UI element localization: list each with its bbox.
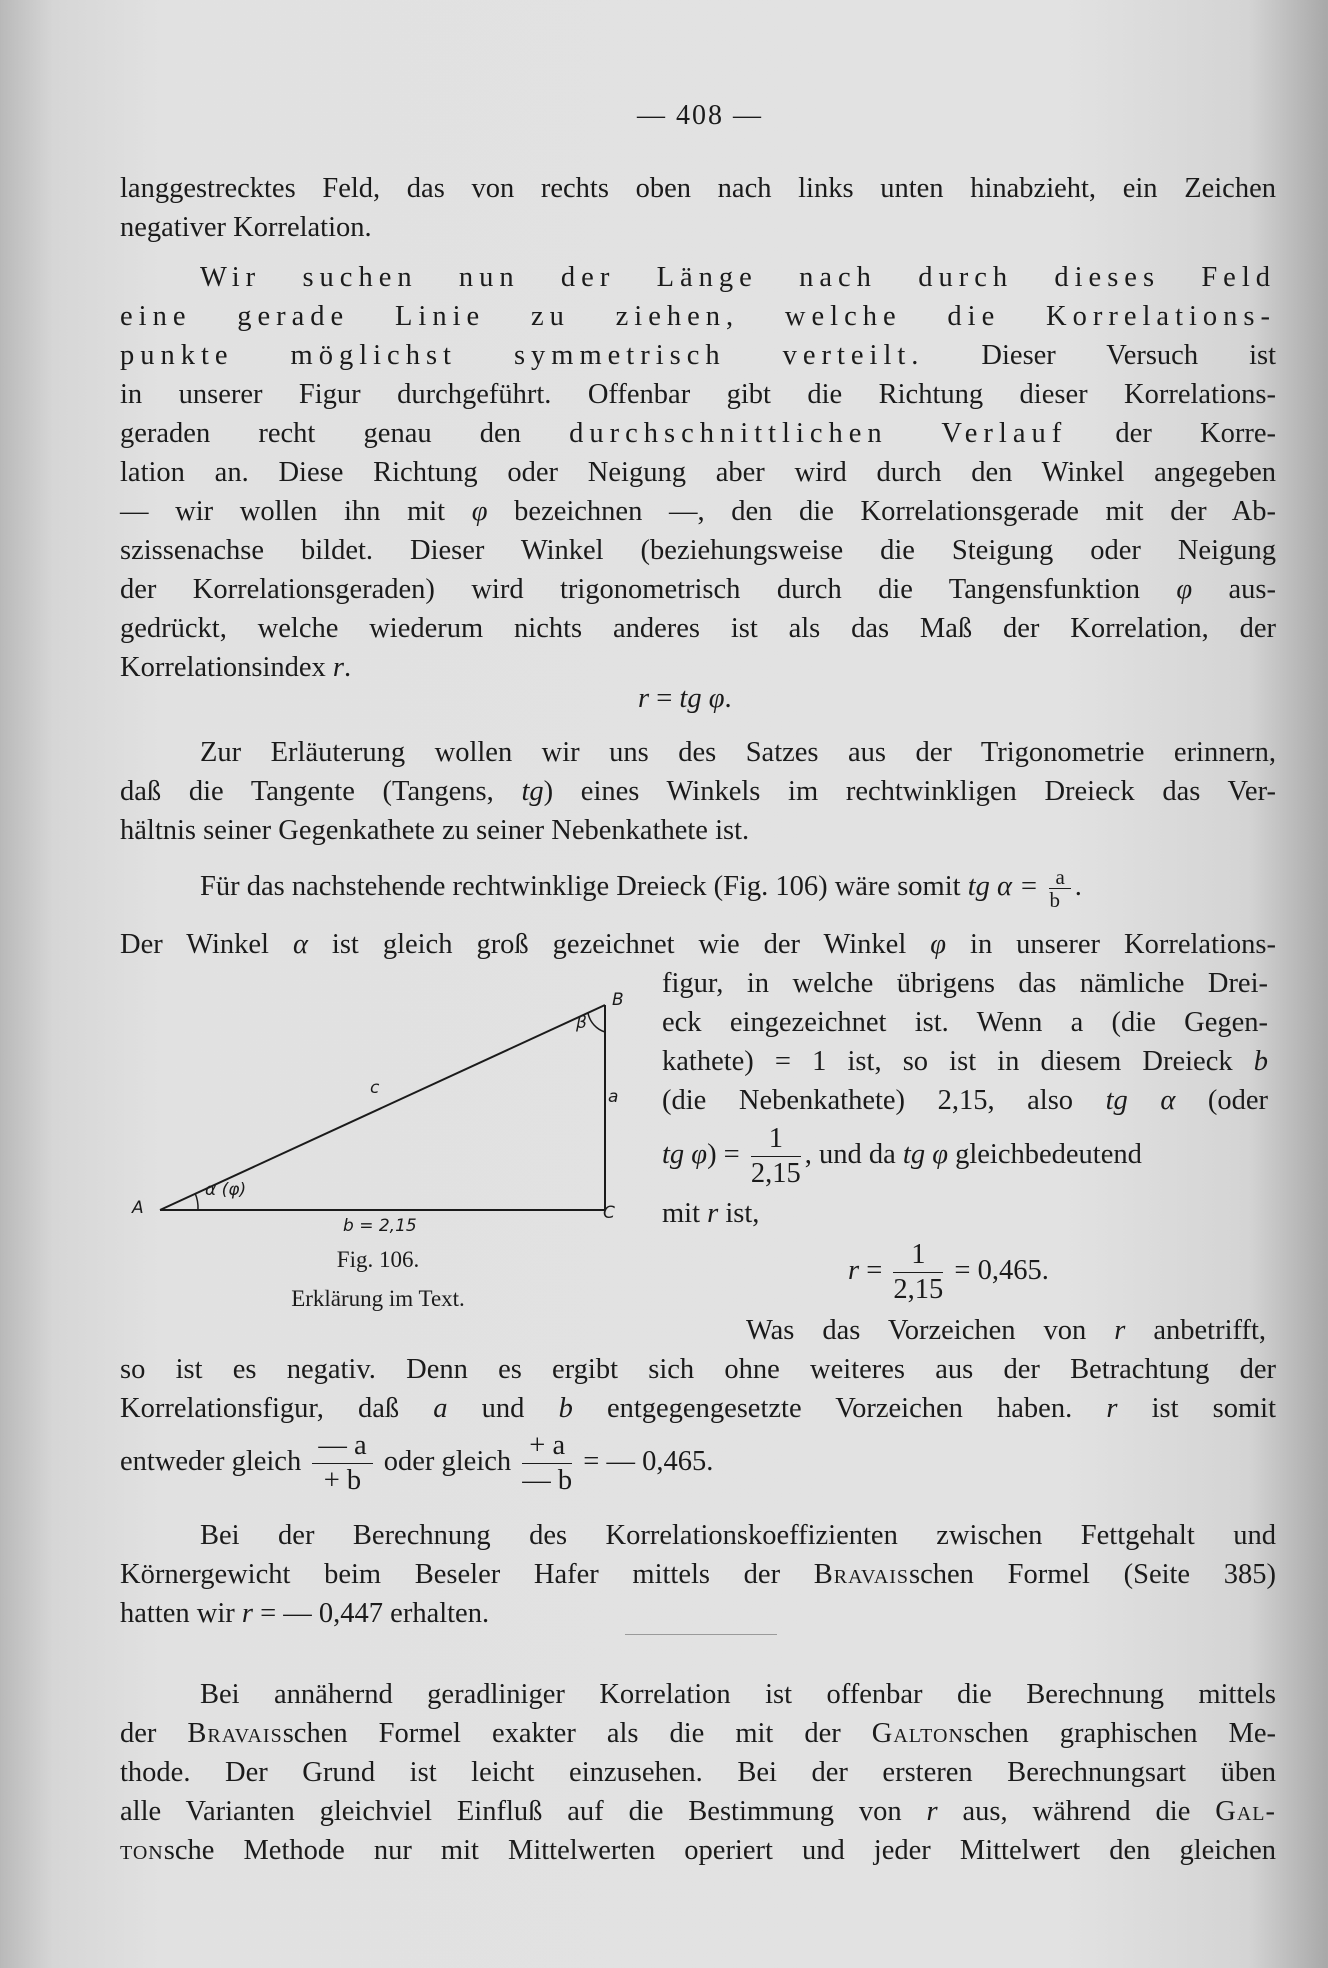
right-column-last-line bbox=[662, 1198, 759, 1230]
text-line bbox=[120, 1792, 1276, 1831]
text-line: negativer Korrelation. bbox=[120, 212, 372, 243]
text-span: Was das Vorzeichen von bbox=[746, 1315, 1115, 1346]
spaced-text: durchschnittlichen Verlauf bbox=[569, 418, 1068, 449]
text-line: figur, in welche übrigens das nämliche Drei- bbox=[662, 968, 1268, 999]
numerator: 1 bbox=[893, 1238, 943, 1273]
text-span: in unserer Korrelations- bbox=[946, 929, 1276, 960]
text-span: Der Winkel bbox=[120, 929, 293, 960]
symbol: b bbox=[558, 1393, 573, 1424]
text-line: thode. Der Grund ist leicht einzusehen. Bei der ersteren Berechnungsart üben bbox=[120, 1757, 1276, 1788]
figure-caption-text: Erklärung im Text. bbox=[291, 1286, 465, 1311]
text-line bbox=[120, 772, 1276, 811]
section-divider bbox=[625, 1634, 777, 1635]
text-line: eck eingezeichnet ist. Wenn a (die Gegen- bbox=[662, 1007, 1268, 1038]
label-beta: β bbox=[576, 1013, 587, 1033]
text-span: bezeichnen —, den die Korrelationsgerade mit der Ab- bbox=[487, 496, 1277, 527]
symbol: r bbox=[332, 652, 344, 683]
text-span: (die Nebenkathete) 2,15, also bbox=[662, 1085, 1106, 1116]
fraction-1-over-2-15 bbox=[893, 1238, 943, 1307]
text-span: ist gleich groß gezeichnet wie der Winkel bbox=[307, 929, 931, 960]
text-span: . bbox=[1074, 871, 1082, 903]
symbol: a bbox=[433, 1393, 448, 1424]
symbol: r bbox=[1114, 1315, 1126, 1346]
label-alpha-phi: α (φ) bbox=[205, 1180, 247, 1200]
text-line bbox=[120, 570, 1276, 609]
text-line bbox=[120, 1831, 1276, 1870]
label-c: c bbox=[370, 1078, 380, 1098]
symbol: α bbox=[292, 929, 308, 960]
text-span: . bbox=[344, 652, 352, 683]
text-span: sche Methode nur mit Mittelwerten operiert und jeder Mittelwert den gleichen bbox=[163, 1835, 1276, 1866]
text-span: Körnergewicht beim Beseler Hafer mittels der bbox=[120, 1559, 814, 1590]
formula-text: ) = bbox=[707, 1139, 747, 1171]
symbol: r bbox=[241, 1598, 253, 1629]
small-caps-name: Gal- bbox=[1215, 1796, 1276, 1827]
angle-beta-arc bbox=[588, 1013, 605, 1032]
symbol: φ bbox=[471, 496, 488, 527]
formula-text: = 0,465. bbox=[947, 1255, 1049, 1287]
paragraph-6 bbox=[120, 1516, 1276, 1633]
paragraph-5-start bbox=[746, 1311, 1266, 1350]
text-line: so ist es negativ. Denn es ergibt sich ohne weiteres aus der Betrachtung der bbox=[120, 1354, 1276, 1385]
formula-r-tg-phi bbox=[638, 683, 732, 715]
text-span: der bbox=[120, 1718, 188, 1749]
small-caps-name: ton bbox=[120, 1835, 164, 1866]
formula-text: = bbox=[649, 683, 680, 714]
text-span: ) eines Winkels im rechtwinkligen Dreieck das Ver- bbox=[543, 776, 1276, 807]
text-span: gleichbedeutend bbox=[947, 1139, 1142, 1171]
spaced-text: punkte möglichst symmetrisch verteilt. bbox=[120, 340, 982, 371]
formula-sign bbox=[120, 1429, 713, 1498]
formula-text: tg α = bbox=[967, 871, 1046, 903]
figure-caption-number: Fig. 106. bbox=[336, 1247, 420, 1272]
text-line: eine gerade Linie zu ziehen, welche die Korrelations- bbox=[120, 301, 1276, 332]
text-span: der Korrelationsgeraden) wird trigonometrisch durch die Tangensfunktion bbox=[120, 574, 1177, 605]
text-line bbox=[120, 492, 1276, 531]
formula-text: . bbox=[724, 683, 732, 714]
text-line bbox=[120, 414, 1276, 453]
symbol: tg bbox=[521, 776, 544, 807]
text-line bbox=[662, 1042, 1268, 1081]
denominator: + b bbox=[323, 1465, 362, 1496]
text-line: szissenachse bildet. Dieser Winkel (beziehungsweise die Steigung oder Neigung bbox=[120, 535, 1276, 566]
label-a: a bbox=[608, 1087, 619, 1107]
text-span: geraden recht genau den bbox=[120, 418, 570, 449]
text-span: Für das nachstehende rechtwinklige Dreieck (Fig. 106) wäre somit bbox=[200, 871, 968, 903]
symbol: φ bbox=[1176, 574, 1193, 605]
text-span: ist somit bbox=[1117, 1393, 1276, 1424]
label-B: B bbox=[612, 990, 624, 1010]
small-caps-name: Galton bbox=[871, 1718, 964, 1749]
text-span: Korrelationsindex bbox=[120, 652, 333, 683]
text-line bbox=[120, 336, 1276, 375]
numerator: a bbox=[1049, 866, 1070, 889]
text-span: anbetrifft, bbox=[1125, 1315, 1266, 1346]
paragraph-7 bbox=[120, 1675, 1276, 1870]
text-line bbox=[120, 925, 1276, 964]
text-span: schen Formel exakter als die mit der bbox=[282, 1718, 872, 1749]
denominator: — b bbox=[522, 1465, 573, 1496]
text-line bbox=[120, 1594, 1276, 1633]
formula-text: tg φ bbox=[679, 683, 725, 714]
text-span: Korrelationsfigur, daß bbox=[120, 1393, 434, 1424]
triangle-figure bbox=[120, 970, 640, 1250]
text-span: aus- bbox=[1192, 574, 1277, 605]
text-line bbox=[120, 648, 1276, 687]
formula-r-value bbox=[848, 1238, 1049, 1307]
paragraph-3 bbox=[120, 733, 1276, 850]
text-span: schen Formel (Seite 385) bbox=[909, 1559, 1276, 1590]
text-span: oder gleich bbox=[376, 1446, 519, 1478]
text-line: in unserer Figur durchgeführt. Offenbar gibt die Richtung dieser Korrelations- bbox=[120, 379, 1276, 410]
denominator: b bbox=[1049, 888, 1060, 912]
text-line bbox=[120, 1389, 1276, 1428]
formula-text: r bbox=[638, 683, 650, 714]
text-line bbox=[662, 1081, 1268, 1120]
text-span: = — 0,447 erhalten. bbox=[252, 1598, 490, 1629]
text-span: ist, bbox=[718, 1198, 760, 1229]
numerator: — a bbox=[312, 1429, 372, 1464]
fraction-1-over-2-15 bbox=[751, 1122, 801, 1191]
paragraph-1 bbox=[120, 169, 1276, 247]
formula-text: tg φ bbox=[902, 1139, 948, 1171]
label-C: C bbox=[603, 1203, 615, 1223]
denominator: 2,15 bbox=[750, 1158, 801, 1189]
text-line: Bei der Berechnung des Korrelationskoeffizienten zwischen Fettgehalt und bbox=[200, 1520, 1276, 1551]
paragraph-5 bbox=[120, 1350, 1276, 1428]
text-line: Bei annähernd geradliniger Korrelation ist offenbar die Berechnung mittels bbox=[200, 1679, 1276, 1710]
label-b: b = 2,15 bbox=[343, 1216, 417, 1236]
numerator: 1 bbox=[751, 1122, 801, 1157]
formula-text: = bbox=[859, 1255, 890, 1287]
label-A: A bbox=[132, 1198, 144, 1218]
small-caps-name: Bravais bbox=[187, 1718, 283, 1749]
page-number: — 408 — bbox=[637, 100, 763, 131]
text-line: langgestrecktes Feld, das von rechts oben nach links unten hinabzieht, ein Zeichen bbox=[120, 173, 1276, 204]
text-line bbox=[120, 1714, 1276, 1753]
text-line: Wir suchen nun der Länge nach durch dieses Feld bbox=[200, 262, 1276, 293]
formula-text: r bbox=[848, 1255, 860, 1287]
text-span: entgegengesetzte Vorzeichen haben. bbox=[572, 1393, 1107, 1424]
right-column bbox=[662, 964, 1268, 1120]
text-span: alle Varianten gleichviel Einfluß auf die Bestimmung von bbox=[120, 1796, 927, 1827]
text-span: hatten wir bbox=[120, 1598, 242, 1629]
numerator: + a bbox=[522, 1429, 572, 1464]
small-caps-name: Bravais bbox=[813, 1559, 910, 1590]
symbol: r bbox=[1106, 1393, 1118, 1424]
angle-alpha-arc bbox=[195, 1193, 198, 1210]
text-span: der Korre- bbox=[1067, 418, 1276, 449]
paragraph-4-line-1 bbox=[120, 866, 1276, 911]
text-span: daß die Tangente (Tangens, bbox=[120, 776, 522, 807]
text-span: mit bbox=[662, 1198, 708, 1229]
text-line: gedrückt, welche wiederum nichts anderes ist als das Maß der Korrelation, der bbox=[120, 613, 1276, 644]
formula-tg-phi bbox=[662, 1122, 1142, 1191]
symbol: φ bbox=[930, 929, 947, 960]
text-span: entweder gleich bbox=[120, 1446, 309, 1478]
text-line bbox=[120, 866, 1276, 911]
symbol: b bbox=[1253, 1046, 1268, 1077]
fraction-minus-a-plus-b bbox=[312, 1429, 372, 1498]
paragraph-4-line-2 bbox=[120, 925, 1276, 964]
formula-text: tg φ bbox=[662, 1139, 708, 1171]
text-span: — wir wollen ihn mit bbox=[120, 496, 472, 527]
text-span: , und da bbox=[804, 1139, 903, 1171]
text-span: aus, während die bbox=[937, 1796, 1216, 1827]
fraction-plus-a-minus-b bbox=[522, 1429, 572, 1498]
text-line bbox=[120, 1555, 1276, 1594]
text-span: Dieser Versuch ist bbox=[981, 340, 1276, 371]
text-line bbox=[746, 1311, 1266, 1350]
text-line: lation an. Diese Richtung oder Neigung aber wird durch den Winkel angegeben bbox=[120, 457, 1276, 488]
formula-text: tg α bbox=[1105, 1085, 1176, 1116]
text-line: hältnis seiner Gegenkathete zu seiner Nebenkathete ist. bbox=[120, 815, 750, 846]
text-span: und bbox=[447, 1393, 559, 1424]
text-span: (oder bbox=[1175, 1085, 1268, 1116]
symbol: r bbox=[707, 1198, 719, 1229]
paragraph-2 bbox=[120, 258, 1276, 687]
text-line: Zur Erläuterung wollen wir uns des Satzes aus der Trigonometrie erinnern, bbox=[200, 737, 1276, 768]
text-span: schen graphischen Me- bbox=[963, 1718, 1276, 1749]
text-span: kathete) = 1 ist, so ist in diesem Dreieck bbox=[662, 1046, 1254, 1077]
symbol: r bbox=[926, 1796, 938, 1827]
fraction-a-over-b bbox=[1049, 866, 1070, 911]
text-span: = — 0,465. bbox=[576, 1446, 714, 1478]
denominator: 2,15 bbox=[893, 1274, 944, 1305]
